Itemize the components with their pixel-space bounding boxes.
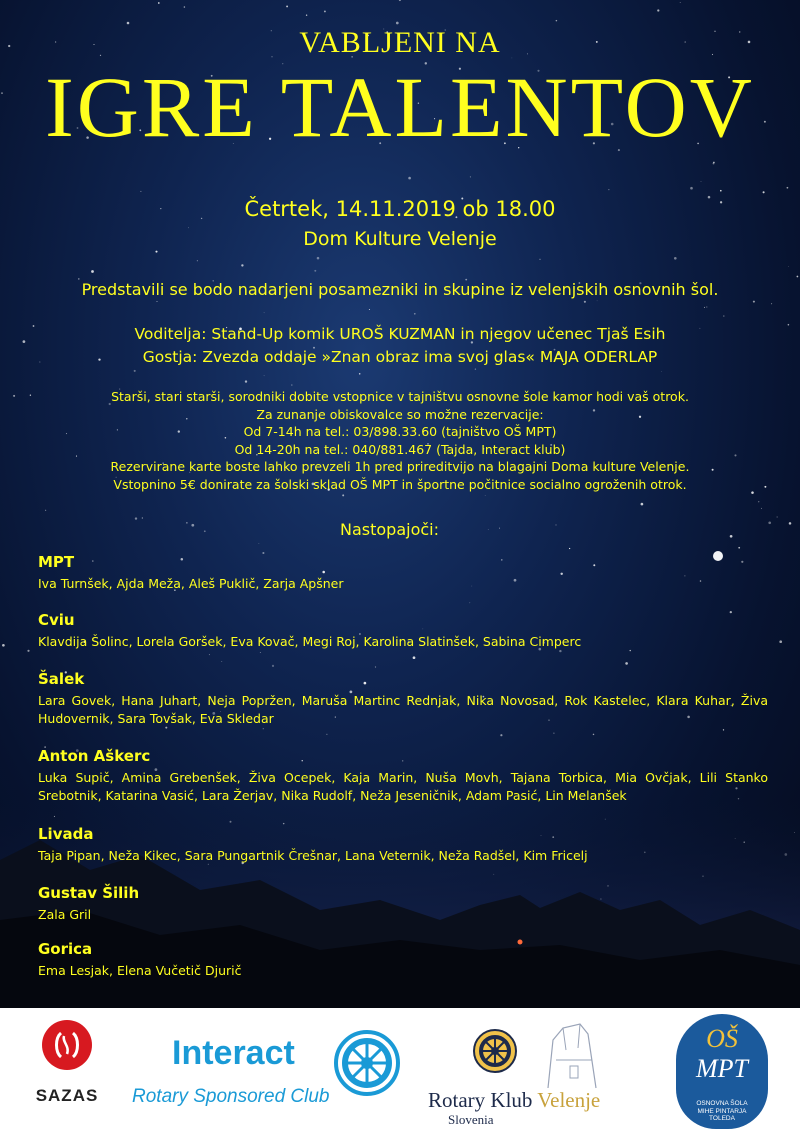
info-line: Za zunanje obiskovalce so možne rezervacije: bbox=[256, 406, 544, 422]
star bbox=[723, 729, 724, 730]
school-name: Gorica bbox=[38, 940, 93, 958]
school-block-cviu bbox=[38, 611, 768, 651]
star bbox=[91, 270, 94, 273]
star bbox=[761, 508, 762, 509]
star bbox=[753, 301, 755, 303]
rotary-klub-logo bbox=[428, 1020, 653, 1130]
star bbox=[584, 301, 586, 303]
sazas-logo bbox=[32, 1016, 102, 1126]
performers-heading: Nastopajoči: bbox=[340, 520, 439, 539]
star bbox=[777, 517, 778, 518]
star bbox=[306, 15, 307, 16]
star bbox=[556, 20, 558, 22]
star bbox=[499, 528, 500, 529]
star bbox=[768, 521, 771, 524]
star bbox=[245, 380, 247, 382]
star bbox=[553, 732, 554, 733]
info-line: Od 14-20h na tel.: 040/881.467 (Tajda, Interact klub) bbox=[234, 441, 566, 457]
mpt-caption-line: OSNOVNA ŠOLA bbox=[696, 1100, 748, 1107]
event-title: IGRE TALENTOV bbox=[45, 59, 755, 155]
star bbox=[738, 547, 740, 549]
star bbox=[260, 652, 261, 653]
star bbox=[272, 665, 274, 667]
mpt-caption-line: TOLEDA bbox=[709, 1115, 735, 1122]
star bbox=[706, 306, 707, 307]
star bbox=[413, 656, 416, 659]
star bbox=[317, 257, 320, 260]
star bbox=[324, 10, 326, 12]
star bbox=[569, 548, 570, 549]
star bbox=[155, 251, 157, 253]
star bbox=[142, 517, 143, 518]
star bbox=[789, 522, 792, 525]
star bbox=[730, 535, 733, 538]
event-guest: Gostja: Zvezda oddaje »Znan obraz ima svoj glas« MAJA ODERLAP bbox=[142, 348, 658, 366]
star bbox=[657, 9, 659, 11]
rotary-country: Slovenia bbox=[448, 1112, 494, 1127]
rotary-wordmark bbox=[428, 1088, 600, 1113]
mpt-caption bbox=[676, 1100, 768, 1123]
school-block-gustav-silih bbox=[38, 884, 768, 924]
interact-logo bbox=[128, 1030, 408, 1120]
star bbox=[539, 259, 540, 260]
star bbox=[399, 0, 401, 1]
star bbox=[241, 264, 243, 266]
invite-pretitle: VABLJENI NA bbox=[299, 26, 501, 59]
star bbox=[27, 650, 29, 652]
star bbox=[713, 162, 715, 164]
school-members: Lara Govek, Hana Juhart, Neja Popržen, Maruša Martinc Rednjak, Nika Novosad, Rok Kastelec, Klara Kuhar, Živa Hudovernik, Sara Tovšak, Eva Skledar bbox=[38, 693, 768, 726]
star bbox=[500, 734, 502, 736]
sponsor-logo-bar bbox=[0, 1008, 800, 1131]
star bbox=[2, 644, 5, 647]
star bbox=[314, 270, 316, 272]
star bbox=[264, 375, 265, 376]
star bbox=[369, 309, 370, 310]
star bbox=[680, 2, 681, 3]
star bbox=[608, 189, 609, 190]
star bbox=[396, 22, 399, 25]
mpt-caption-line: MIHE PINTARJA bbox=[697, 1107, 747, 1115]
school-name: Gustav Šilih bbox=[38, 884, 140, 902]
rotary-city: Velenje bbox=[537, 1088, 601, 1112]
star bbox=[134, 370, 136, 372]
star bbox=[342, 494, 344, 496]
school-block-anton-askerc bbox=[38, 747, 768, 805]
school-block-gorica bbox=[38, 940, 768, 980]
school-members: Iva Turnšek, Ajda Meža, Aleš Puklič, Zarja Apšner bbox=[38, 576, 344, 591]
star bbox=[375, 666, 376, 667]
school-members: Zala Gril bbox=[38, 907, 92, 922]
rotary-wheel-icon bbox=[334, 1030, 400, 1096]
star bbox=[291, 384, 293, 386]
star bbox=[723, 315, 725, 317]
mpt-os-mark: OŠ bbox=[706, 1024, 738, 1053]
star bbox=[264, 312, 265, 313]
star bbox=[286, 5, 288, 7]
school-name: MPT bbox=[38, 553, 75, 571]
star bbox=[414, 313, 416, 315]
star bbox=[209, 654, 210, 655]
star bbox=[488, 529, 489, 530]
os-mpt-logo bbox=[676, 1014, 768, 1129]
star bbox=[485, 495, 486, 496]
star bbox=[45, 510, 46, 511]
school-name: Anton Aškerc bbox=[38, 747, 151, 765]
star bbox=[186, 522, 187, 523]
event-hosts: Voditelja: Stand-Up komik UROŠ KUZMAN in njegov učenec Tjaš Esih bbox=[134, 325, 666, 343]
mpt-wordmark: MPT bbox=[696, 1054, 748, 1083]
school-members: Klavdija Šolinc, Lorela Goršek, Eva Kovač, Megi Roj, Karolina Slatinšek, Sabina Cimperc bbox=[38, 634, 582, 649]
info-line: Vstopnino 5€ donirate za šolski sklad OŠ MPT in športne počitnice socialno ogroženih otrok. bbox=[113, 476, 687, 492]
info-line: Starši, stari starši, sorodniki dobite vstopnice v tajništvu osnovne šole kamor hodi vaš otrok. bbox=[111, 389, 689, 404]
star bbox=[259, 543, 260, 544]
info-line: Rezervirane karte boste lahko prevzeli 1h pred prireditvijo na blagajni Doma kulture Velenje. bbox=[110, 459, 690, 474]
school-name: Šalek bbox=[38, 670, 85, 688]
interact-subtitle: Rotary Sponsored Club bbox=[132, 1086, 330, 1107]
star bbox=[184, 6, 186, 8]
star bbox=[625, 662, 628, 665]
event-date: Četrtek, 14.11.2019 ob 18.00 bbox=[244, 197, 556, 221]
star bbox=[597, 300, 598, 301]
info-line: Od 7-14h na tel.: 03/898.33.60 (tajništvo OŠ MPT) bbox=[243, 424, 557, 439]
ticket-info bbox=[0, 388, 800, 493]
school-block-salek bbox=[38, 670, 768, 728]
star bbox=[469, 602, 470, 603]
star bbox=[674, 257, 677, 260]
school-name: Cviu bbox=[38, 611, 75, 629]
star bbox=[158, 2, 160, 4]
school-name: Livada bbox=[38, 825, 94, 843]
star bbox=[690, 187, 693, 190]
sazas-emblem-icon bbox=[42, 1020, 92, 1070]
event-venue: Dom Kulture Velenje bbox=[303, 228, 497, 250]
star bbox=[408, 177, 411, 180]
star bbox=[127, 22, 130, 25]
star bbox=[197, 260, 198, 261]
star bbox=[763, 191, 765, 193]
school-block-mpt bbox=[38, 553, 768, 593]
school-block-livada bbox=[38, 825, 768, 865]
interact-wordmark: Interact bbox=[172, 1034, 295, 1072]
sazas-wordmark: SAZAS bbox=[35, 1086, 99, 1105]
star bbox=[135, 517, 137, 519]
star bbox=[704, 307, 705, 308]
star bbox=[475, 368, 476, 369]
star bbox=[661, 371, 662, 372]
rotary-wheel-icon bbox=[472, 1028, 518, 1074]
castle-tower-icon bbox=[518, 1020, 628, 1090]
star bbox=[470, 176, 471, 177]
star bbox=[771, 303, 772, 304]
star bbox=[701, 181, 702, 182]
star bbox=[593, 734, 595, 736]
star bbox=[797, 276, 799, 278]
star bbox=[191, 524, 194, 527]
star bbox=[720, 190, 722, 192]
star bbox=[157, 301, 158, 302]
school-members: Taja Pipan, Neža Kikec, Sara Pungartnik Črešnar, Lana Veternik, Neža Radšel, Kim Fricelj bbox=[38, 848, 588, 863]
star bbox=[641, 503, 644, 506]
star bbox=[555, 524, 556, 525]
school-members: Ema Lesjak, Elena Vučetič Djurič bbox=[38, 963, 242, 978]
star bbox=[221, 661, 222, 662]
star bbox=[788, 266, 789, 267]
star bbox=[779, 640, 782, 643]
event-intro: Predstavili se bodo nadarjeni posamezniki in skupine iz velenjskih osnovnih šol. bbox=[81, 280, 719, 299]
star bbox=[787, 187, 789, 189]
school-members: Luka Supič, Amina Grebenšek, Živa Ocepek, Kaja Marin, Nuša Movh, Tajana Torbica, Mia Ovčjak, Lili Stanko Srebotnik, Katarina Vasić, Lara Žerjav, Nika Rudolf, Neža Jeseničnik, Adam Pasić, Lin Melanšek bbox=[38, 770, 768, 803]
star bbox=[359, 373, 361, 375]
star bbox=[140, 191, 141, 192]
rotary-name: Rotary Klub bbox=[428, 1088, 538, 1112]
star bbox=[758, 501, 759, 502]
star bbox=[204, 530, 206, 532]
star bbox=[326, 734, 327, 735]
star bbox=[263, 728, 264, 729]
